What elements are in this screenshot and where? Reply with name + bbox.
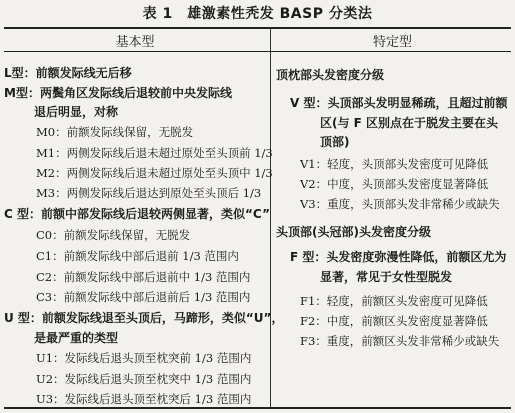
- v1-row: V1：轻度，头顶部头发密度可见降低: [300, 157, 489, 171]
- type-l-row: L型：前额发际线无后移: [4, 66, 132, 80]
- v2-row: V2：中度，头顶部头发密度显著降低: [300, 177, 489, 191]
- type-v-row-cont2: 顶部): [320, 135, 350, 149]
- frontal-density-heading: 头顶部(头冠部)头发密度分级: [276, 225, 431, 239]
- u2-row: U2：发际线后退头顶至枕突中 1/3 范围内: [36, 372, 252, 386]
- type-v-row-cont1: 区(与 F 区别点在于脱发主要在头: [320, 116, 499, 130]
- table-title: 表 1 雄激素性秃发 BASP 分类法: [142, 6, 373, 22]
- c1-row: C1：前额发际线中部后退前 1/3 范围内: [36, 249, 239, 263]
- header-rule: [4, 51, 511, 52]
- m2-row: M2：两侧发际线后退未超过原处至头顶中 1/3: [36, 166, 273, 180]
- c0-row: C0：前额发际线保留，无脱发: [36, 228, 191, 242]
- type-v-row: V 型：头顶部头发明显稀疏，且超过前额: [290, 96, 508, 110]
- type-c-row: C 型：前额中部发际线后退较两侧显著，类似“C”: [4, 207, 271, 221]
- type-f-row-cont: 显著，常见于女性型脱发: [320, 270, 453, 284]
- column-divider: [270, 28, 271, 407]
- f3-row: F3：重度，前额区头发非常稀少或缺失: [300, 334, 500, 348]
- vertex-density-heading: 顶枕部头发密度分级: [276, 68, 385, 82]
- type-m-row-cont: 退后明显，对称: [34, 105, 119, 119]
- u3-row: U3：发际线后退头顶至枕突后 1/3 范围内: [36, 392, 252, 406]
- type-u-row-cont: 是最严重的类型: [34, 331, 119, 345]
- v3-row: V3：重度，头顶部头发非常稀少或缺失: [300, 197, 500, 211]
- m1-row: M1：两侧发际线后退未超过原处至头顶前 1/3: [36, 146, 273, 160]
- top-rule: [4, 27, 511, 29]
- type-f-row: F 型：头发密度弥漫性降低，前额区尤为: [290, 250, 507, 264]
- m3-row: M3：两侧发际线后退达到原处至头顶后 1/3: [36, 186, 262, 200]
- f2-row: F2：中度，前额区头发密度显著降低: [300, 314, 488, 328]
- c3-row: C3：前额发际线中部后退前后 1/3 范围内: [36, 290, 251, 304]
- m0-row: M0：前额发际线保留，无脱发: [36, 125, 194, 139]
- column-header-specific: 特定型: [372, 35, 412, 50]
- bottom-rule: [4, 407, 511, 409]
- u1-row: U1：发际线后退头顶至枕突前 1/3 范围内: [36, 351, 252, 365]
- c2-row: C2：前额发际线中部后退前中 1/3 范围内: [36, 270, 251, 284]
- type-u-row: U 型：前额发际线退至头顶后，马蹄形，类似“U”，: [4, 311, 284, 325]
- f1-row: F1：轻度，前额区头发密度可见降低: [300, 294, 488, 308]
- type-m-row: M型：两鬓角区发际线后退较前中央发际线: [4, 86, 232, 100]
- column-header-basic: 基本型: [115, 35, 155, 50]
